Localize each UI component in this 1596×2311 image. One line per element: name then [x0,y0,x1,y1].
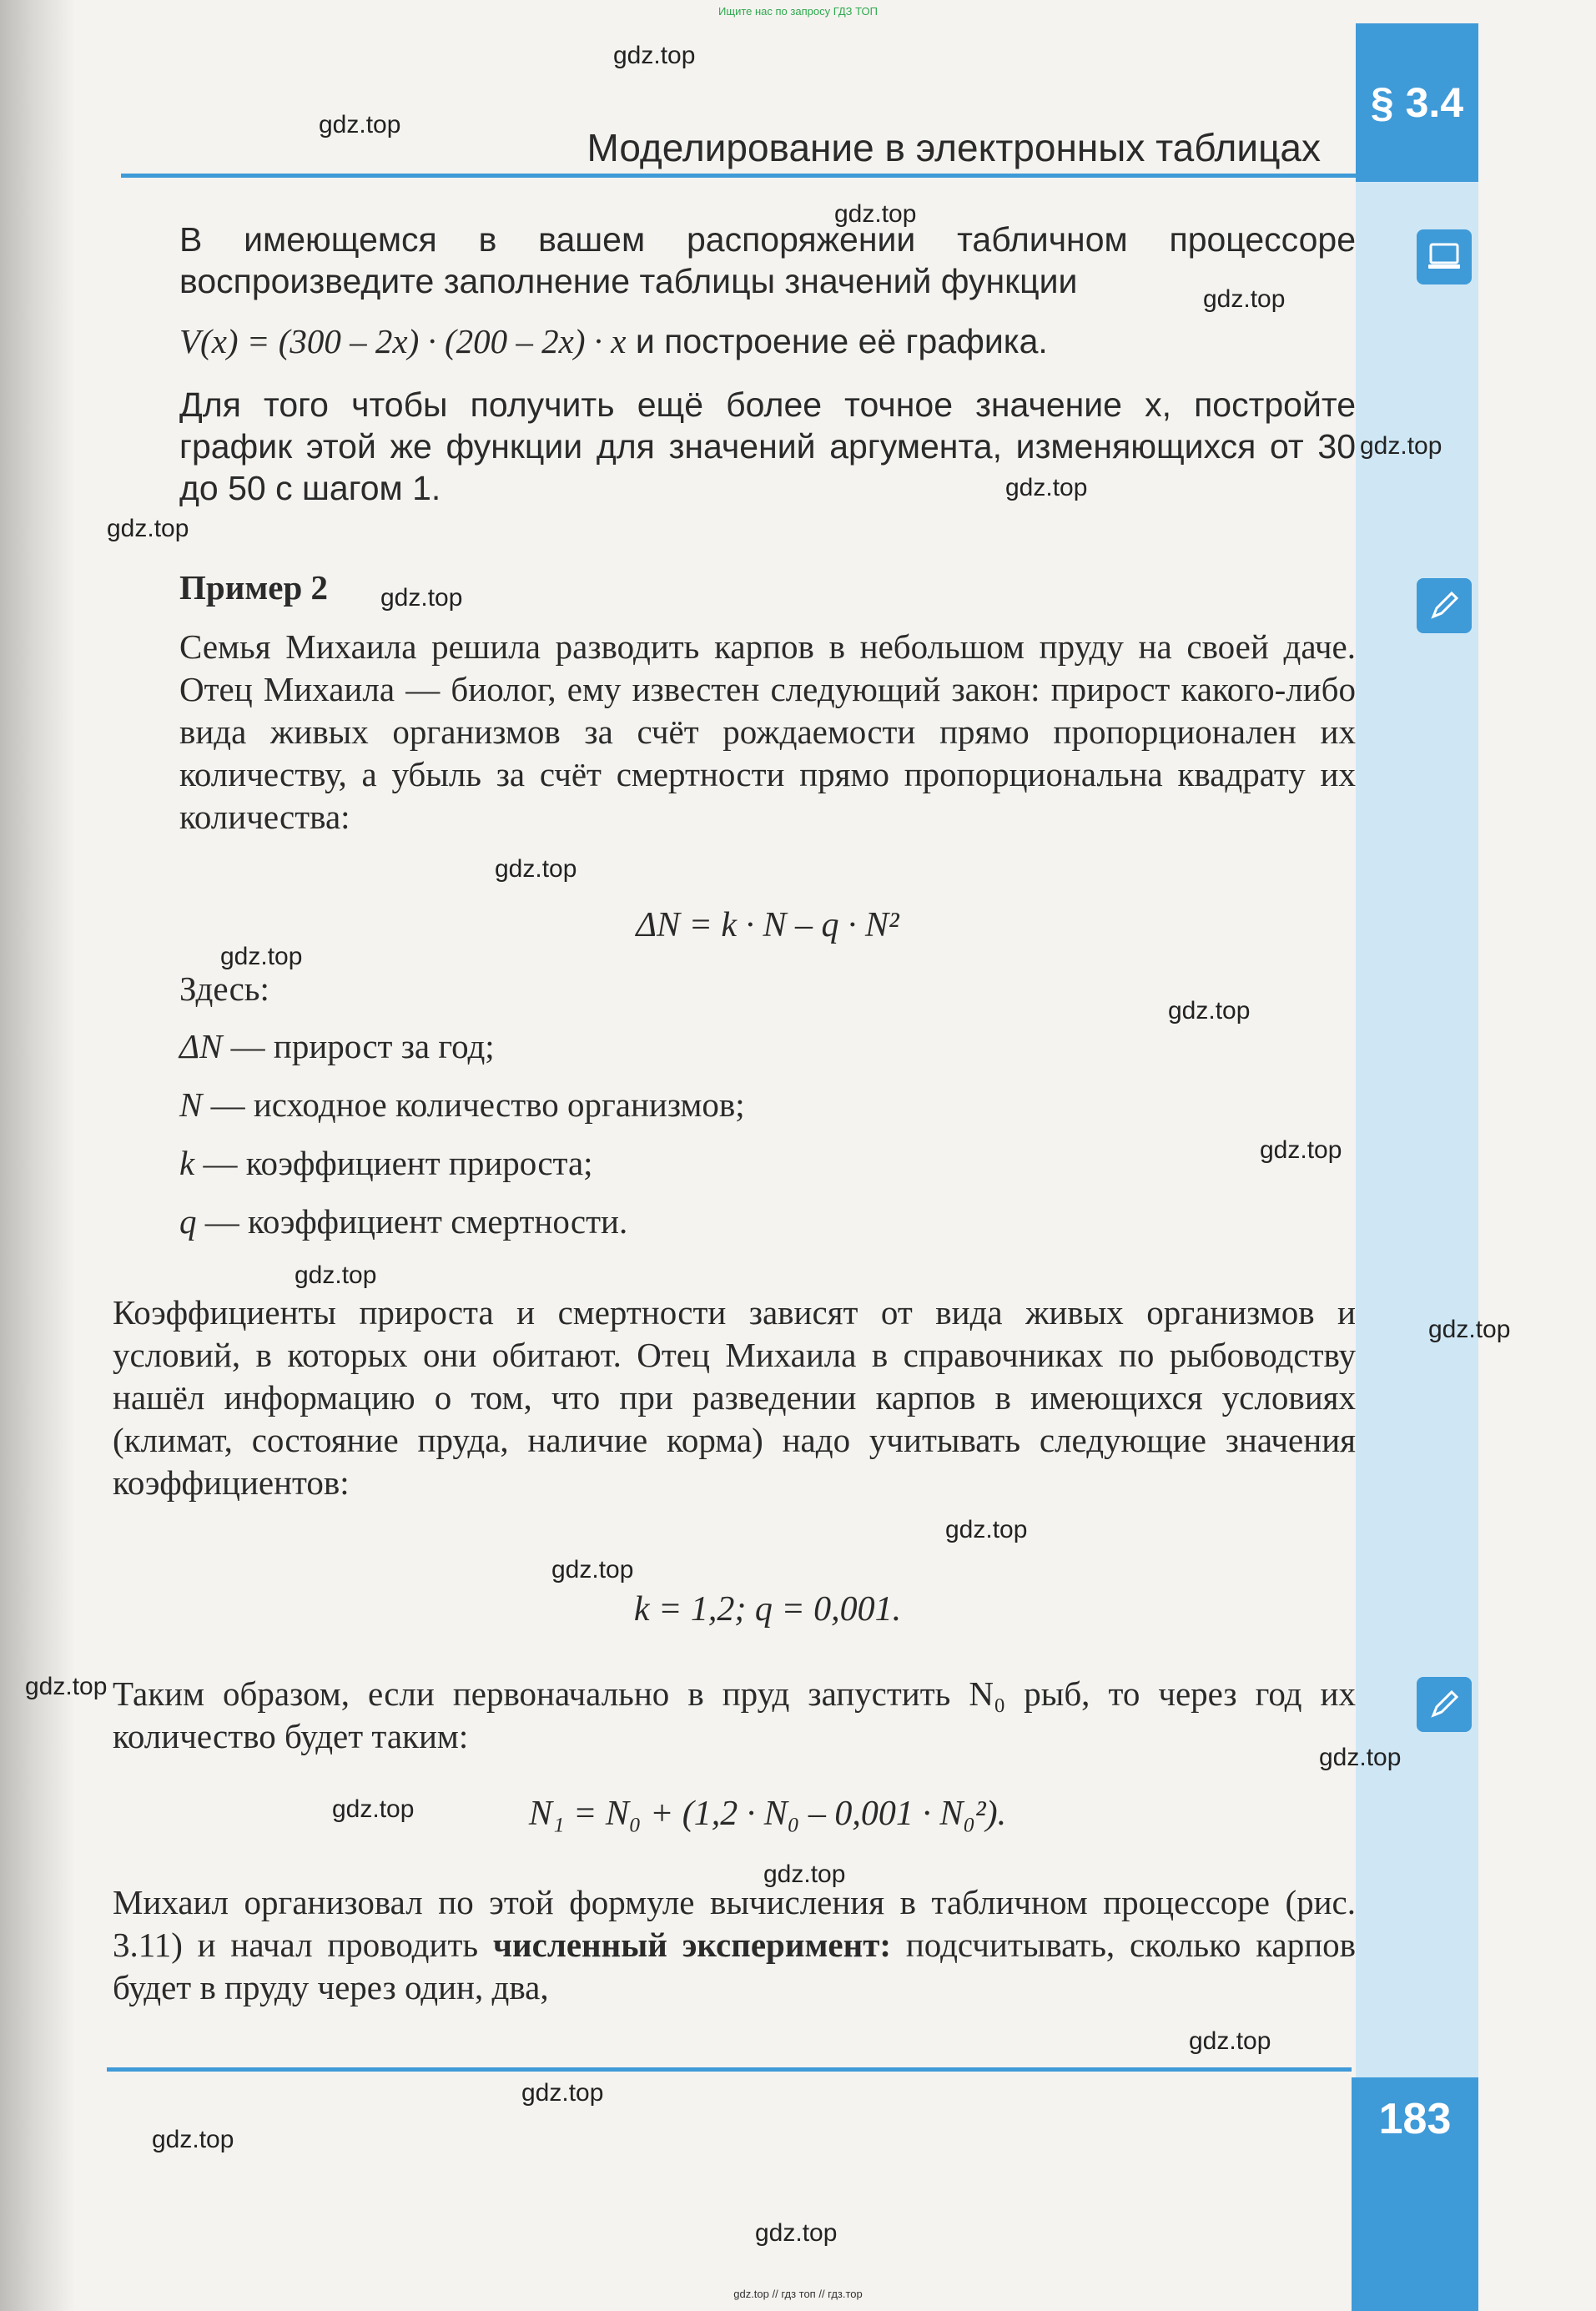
watermark: gdz.top [152,2126,234,2153]
definition-row [179,1201,627,1241]
definition-symbol: ΔN [179,1027,223,1065]
watermark: gdz.top [521,2079,604,2107]
watermark: gdz.top [380,584,463,612]
n1-formula: N₁ = N₀ + (1,2 · N₀ – 0,001 · N₀²). [528,1795,1007,1833]
definition-symbol: k [179,1144,195,1182]
task-followup: Для того чтобы получить ещё более точное значение x, постройте график этой же функции для значений аргумента, изменяющихся от 30 до 50 с шагом 1. [179,385,1356,507]
footer-rule [107,2067,1352,2072]
watermark: gdz.top [763,1860,846,1888]
watermark: gdz.top [1428,1316,1511,1343]
definition-text: — коэффициент прироста; [203,1144,593,1182]
numerical-experiment-term: численный эксперимент: [492,1926,892,1964]
definition-text: — прирост за год; [230,1027,495,1065]
watermark: gdz.top [332,1795,415,1823]
watermark: gdz.top [295,1261,377,1289]
header-rule [121,174,1356,178]
watermark: gdz.top [1168,997,1251,1025]
watermark: gdz.top [495,855,577,883]
watermark: gdz.top [1005,474,1088,501]
example-heading: Пример 2 [179,568,328,607]
definition-row [179,1026,495,1066]
watermark: gdz.top [613,42,696,69]
watermark: gdz.top [1260,1136,1342,1164]
definition-symbol: N [179,1085,203,1124]
watermark: gdz.top [1319,1744,1402,1771]
page-title: Моделирование в электронных таблицах [587,126,1321,169]
here-label: Здесь: [179,969,269,1008]
computer-icon [1417,229,1472,284]
law-formula: ΔN = k · N – q · N² [636,906,899,944]
watermark: gdz.top [319,111,401,138]
definition-text: — коэффициент смертности. [204,1202,628,1241]
page-fold-shadow [0,0,75,2311]
watermark: gdz.top [551,1556,634,1583]
margin-band [1356,23,1478,2311]
watermark: gdz.top [220,943,303,970]
task-formula-tail: и построение её графика. [635,322,1048,360]
definition-text: — исходное количество организмов; [210,1085,745,1124]
section-number: § 3.4 [1356,23,1478,182]
task-formula-line [179,321,1356,361]
coefficients-paragraph: Коэффициенты прироста и смертности зависят от вида живых организмов и условий, в которых они обитают. Отец Михаила в справочниках по рыбоводству нашёл информацию о том, что при разведении карпов в имеющихся условиях (климат, состояние пруда, наличие корма) надо учитывать следующие значения коэффициентов: [113,1293,1356,1502]
watermark: gdz.top [1360,432,1442,460]
watermark: gdz.top [25,1673,108,1700]
initial-population-paragraph: Таким образом, если первоначально в пруд запустить N₀ рыб, то через год их количество будет таким: [113,1674,1356,1755]
coefficient-values: k = 1,2; q = 0,001. [633,1590,902,1629]
task-paragraph [179,219,1356,302]
watermark: gdz.top [1203,285,1286,313]
pencil-icon [1417,1677,1472,1732]
definition-row [179,1085,745,1125]
final-paragraph [113,1881,1356,2009]
final-text: Михаил организовал по этой формуле вычисления в табличном процессоре (рис. 3.11) и начал проводить [113,1883,1356,1964]
pencil-icon [1417,578,1472,633]
page-number: 183 [1352,2077,1478,2311]
bottom-note: gdz.top // гдз топ // гдз.тор [733,2288,863,2300]
watermark: gdz.top [755,2219,838,2247]
top-note: Ищите нас по запросу ГДЗ ТОП [718,5,878,18]
watermark: gdz.top [945,1516,1028,1543]
final-text-continued: подсчитывать, сколько карпов будет в пруду через один, два, [113,1926,1357,2006]
watermark: gdz.top [107,515,189,542]
watermark: gdz.top [1189,2027,1271,2055]
watermark: gdz.top [834,200,917,228]
task-formula: V(x) = (300 – 2x) · (200 – 2x) · x [179,322,627,360]
task-text: В имеющемся в вашем распоряжении табличном процессоре воспроизведите заполнение таблицы значений функции [179,220,1356,300]
definition-row [179,1143,593,1183]
definition-symbol: q [179,1202,197,1241]
example-intro: Семья Михаила решила разводить карпов в небольшом пруду на своей даче. Отец Михаила — биолог, ему известен следующий закон: прирост какого-либо вида живых организмов за счёт рождаемости прямо пропорционален их количеству, а убыль за счёт смертности прямо пропорциональна квадрату их количества: [179,627,1356,836]
